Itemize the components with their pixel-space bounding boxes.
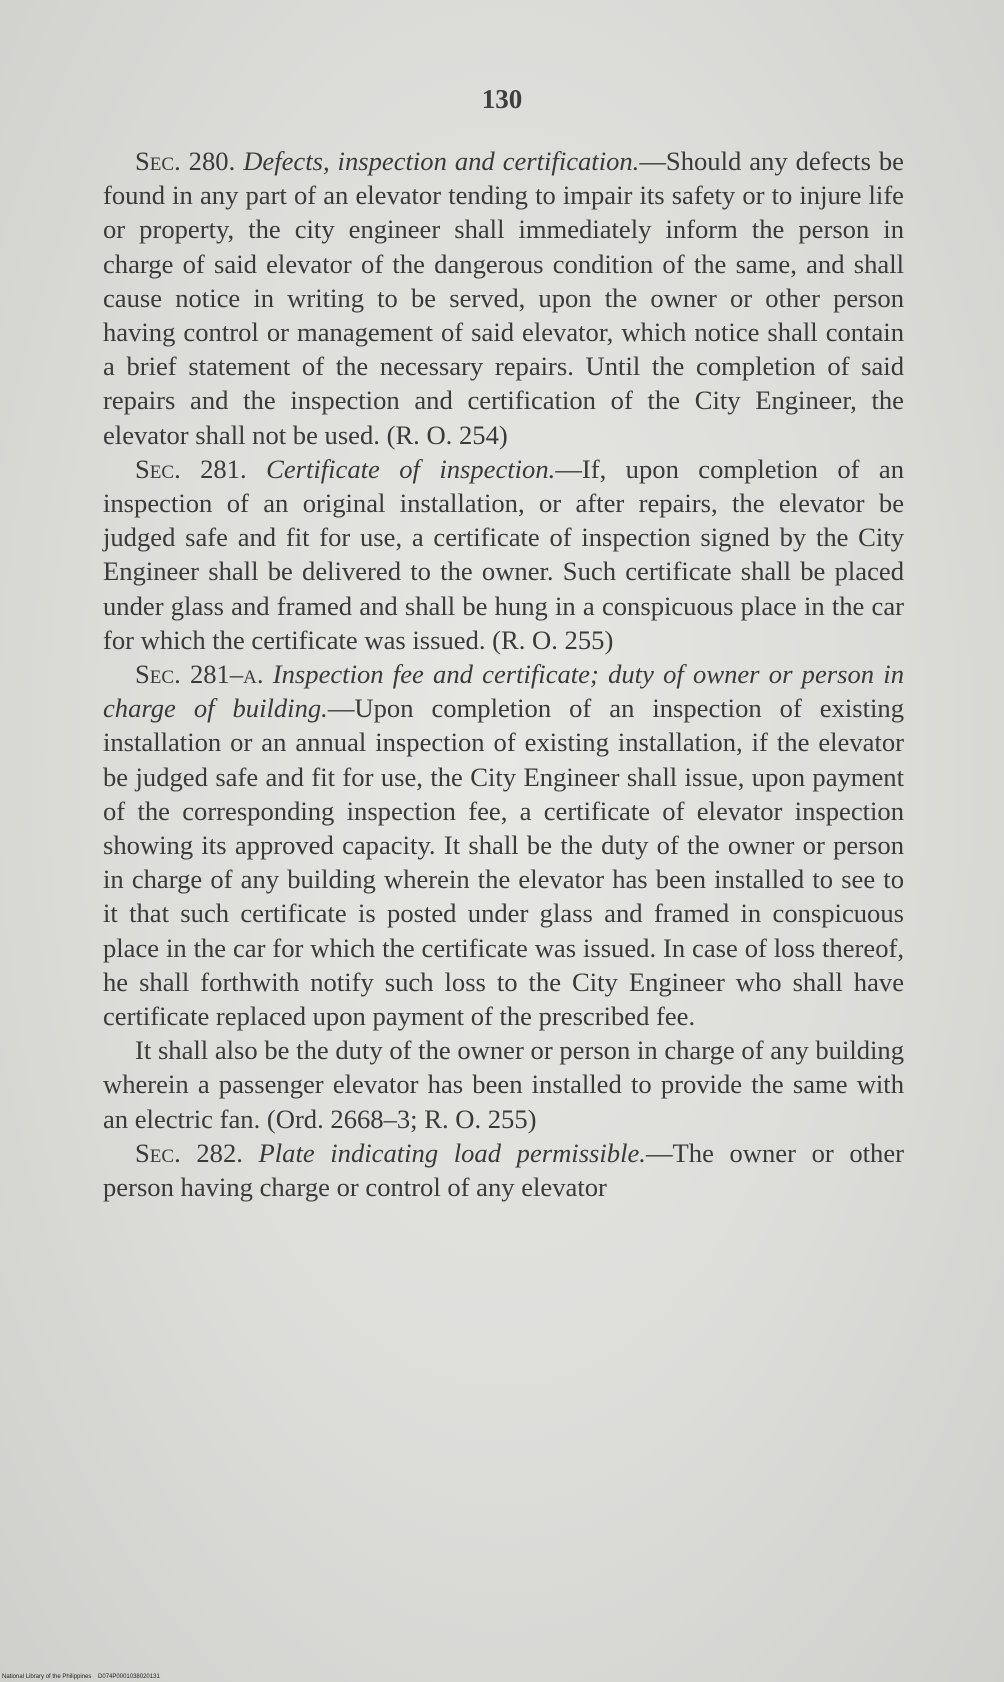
section-title: Certificate of inspection. [266, 453, 556, 484]
scan-footer: National Library of the Philippines D074P0001038020131 [2, 1674, 160, 1680]
section-281a-continued [103, 1033, 904, 1136]
section-number: Sec. 282. [135, 1137, 243, 1168]
section-281 [103, 452, 904, 657]
section-body: —If, upon completion of an inspection of an original installation, or after repairs, the elevator be judged safe and fit for use, a certificate of inspection signed by the City Engineer shall be delivered to the owner. Such certificate shall be placed under glass and framed and shall be hung in a conspicuous place in the car for which the certificate was issued. (R. O. 255) [103, 453, 905, 655]
section-282 [103, 1136, 904, 1204]
section-title: Plate indicating load permissible. [258, 1137, 646, 1168]
ordinance-text [103, 144, 904, 1204]
section-280 [103, 144, 904, 452]
section-281a [103, 657, 904, 1033]
section-number: Sec. 281–a. [135, 659, 264, 690]
section-title: Inspection fee and certificate; duty of owner or person in charge of building. [103, 659, 904, 724]
section-body: It shall also be the duty of the owner or person in charge of any building wherein a passenger elevator has been installed to provide the same with an electric fan. (Ord. 2668–3; R. O. 255) [103, 1035, 904, 1134]
section-number: Sec. 280. [135, 146, 236, 176]
page-number: 130 [481, 84, 523, 114]
section-number: Sec. 281. [135, 453, 247, 484]
section-title: Defects, inspection and certification. [243, 146, 640, 176]
section-body: —Should any defects be found in any part of an elevator tending to impair its safety or to injure life or property, the city engineer shall immediately inform the person in charge of said elevator of the dangerous condition of the same, and shall cause notice in writing to be served, upon the owner or other person having control or management of said elevator, which notice shall contain a brief statement of the necessary repairs. Until the completion of said repairs and the inspection and certification of the City Engineer, the elevator shall not be used. (R. O. 254) [103, 146, 904, 450]
section-body: —Upon completion of an inspection of existing installation or an annual inspection of existing installation, if the elevator be judged safe and fit for use, the City Engineer shall issue, upon payment of the corresponding inspection fee, a certificate of elevator inspection showing its approved capacity. It shall be the duty of the owner or person in charge of any building wherein the elevator has been installed to see to it that such certificate is posted under glass and framed in conspicuous place in the car for which the certificate was issued. In case of loss thereof, he shall forthwith notify such loss to the City Engineer who shall have certificate replaced upon payment of the prescribed fee. [103, 693, 904, 1032]
section-body: —The owner or other person having charge or control of any elevator [103, 1137, 905, 1203]
